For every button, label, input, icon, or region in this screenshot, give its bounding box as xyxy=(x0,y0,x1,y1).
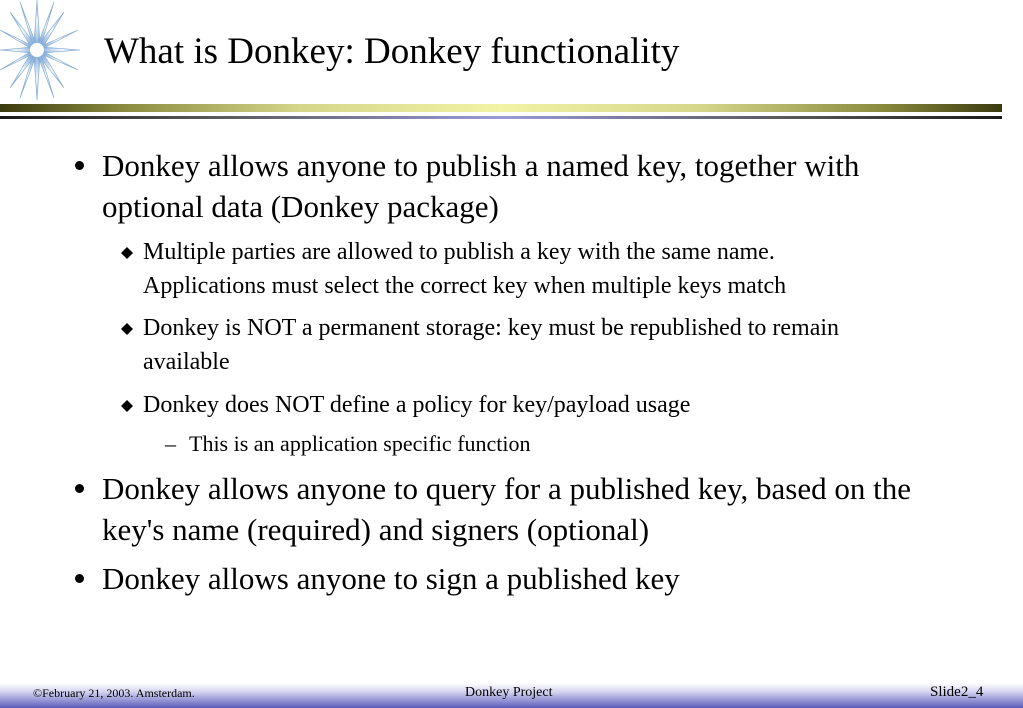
bullet-2-line-2: key's name (required) and signers (optional) xyxy=(102,512,650,547)
sub-bullet-2-line-1: Donkey is NOT a permanent storage: key must be republished to remain xyxy=(143,315,840,341)
bullet-1-line-1: Donkey allows anyone to publish a named key, together with xyxy=(102,148,860,183)
dot-icon xyxy=(75,574,84,583)
title-underline-rule xyxy=(0,116,1002,119)
sub-bullet-2-line-2: available xyxy=(143,349,230,375)
sub-bullet-3-line-1: Donkey does NOT define a policy for key/payload usage xyxy=(143,392,691,418)
dot-icon xyxy=(75,161,84,170)
dash-icon: – xyxy=(165,431,176,456)
sub-bullet-1-line-2: Applications must select the correct key when multiple keys match xyxy=(143,273,787,299)
footer-date: ©February 21, 2003. Amsterdam. xyxy=(33,686,195,700)
dot-icon xyxy=(75,484,84,493)
diamond-icon xyxy=(121,323,133,335)
title-underline-bar xyxy=(0,104,1002,112)
slide-title: What is Donkey: Donkey functionality xyxy=(104,31,680,72)
footer-project: Donkey Project xyxy=(465,685,553,700)
slide-number: Slide2_4 xyxy=(930,684,984,700)
diamond-icon xyxy=(121,247,133,259)
diamond-icon xyxy=(121,400,133,412)
bullet-2-line-1: Donkey allows anyone to query for a published key, based on the xyxy=(102,471,911,506)
bullet-1-line-2: optional data (Donkey package) xyxy=(102,189,499,224)
star-burst-icon xyxy=(0,0,84,104)
bullet-3-line-1: Donkey allows anyone to sign a published key xyxy=(102,561,680,596)
sub-sub-bullet-line-1: This is an application specific function xyxy=(189,431,531,456)
sub-bullet-1-line-1: Multiple parties are allowed to publish a key with the same name. xyxy=(143,239,775,265)
